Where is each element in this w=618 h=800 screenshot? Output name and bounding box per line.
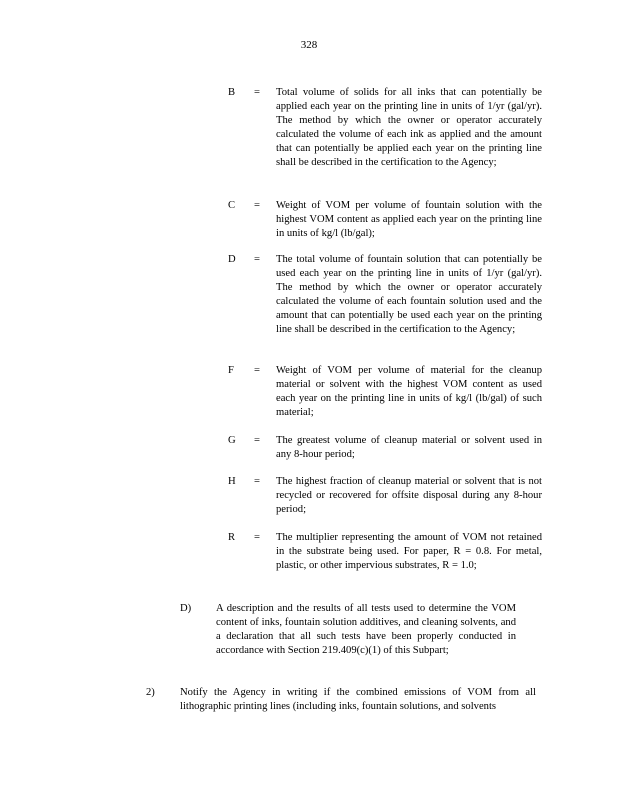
definition-text: Total volume of solids for all inks that can potentially be applied each year on the printing line in units of 1/yr (gal/yr). The method by which the owner or operator accurately calculated the volume of each ink as applied and the amount that can potentially be applied each year on the printing line shall be described in the certification to the Agency;: [276, 87, 542, 168]
list-item-label: D): [180, 603, 192, 614]
list-item-label: 2): [146, 687, 155, 698]
definition-variable: D: [228, 254, 236, 265]
definition-equals: =: [254, 532, 260, 543]
definition-text: The total volume of fountain solution that can potentially be used each year on the printing line in units of 1/yr (gal/yr). The method by which the owner or operator accurately calculated the volume of each fountain solution used and the amount that can potentially be used each year on the printing line shall be described in the certification to the Agency;: [276, 254, 542, 335]
definition-variable: H: [228, 476, 236, 487]
definition-variable: F: [228, 365, 234, 376]
definition-variable: C: [228, 200, 236, 211]
definition-equals: =: [254, 87, 260, 98]
definition-text: Weight of VOM per volume of material for the cleanup material or solvent with the highest VOM content as used each year on the printing line in units of kg/l (lb/gal) of such material;: [276, 365, 542, 418]
definition-equals: =: [254, 365, 260, 376]
definition-equals: =: [254, 200, 260, 211]
definition-equals: =: [254, 435, 260, 446]
definition-variable: G: [228, 435, 236, 446]
definition-text: The highest fraction of cleanup material or solvent that is not recycled or recovered for offsite disposal during any 8-hour period;: [276, 476, 542, 515]
definition-text: Weight of VOM per volume of fountain solution with the highest VOM content as applied each year on the printing line in units of kg/l (lb/gal);: [276, 200, 542, 239]
definition-equals: =: [254, 476, 260, 487]
definition-equals: =: [254, 254, 260, 265]
page-number: 328: [300, 39, 318, 51]
definition-variable: B: [228, 87, 236, 98]
definition-text: The greatest volume of cleanup material or solvent used in any 8-hour period;: [276, 435, 542, 460]
list-item-text: A description and the results of all tests used to determine the VOM content of inks, fountain solution additives, and cleaning solvents, and a declaration that all such tests have been properly conducted in accordance with Section 219.409(c)(1) of this Subpart;: [216, 603, 516, 656]
list-item-text: Notify the Agency in writing if the combined emissions of VOM from all lithographic printing lines (including inks, fountain solutions, and solvents: [180, 687, 536, 712]
definition-variable: R: [228, 532, 236, 543]
definition-text: The multiplier representing the amount of VOM not retained in the substrate being used. For paper, R = 0.8. For metal, plastic, or other impervious substrates, R = 1.0;: [276, 532, 542, 571]
